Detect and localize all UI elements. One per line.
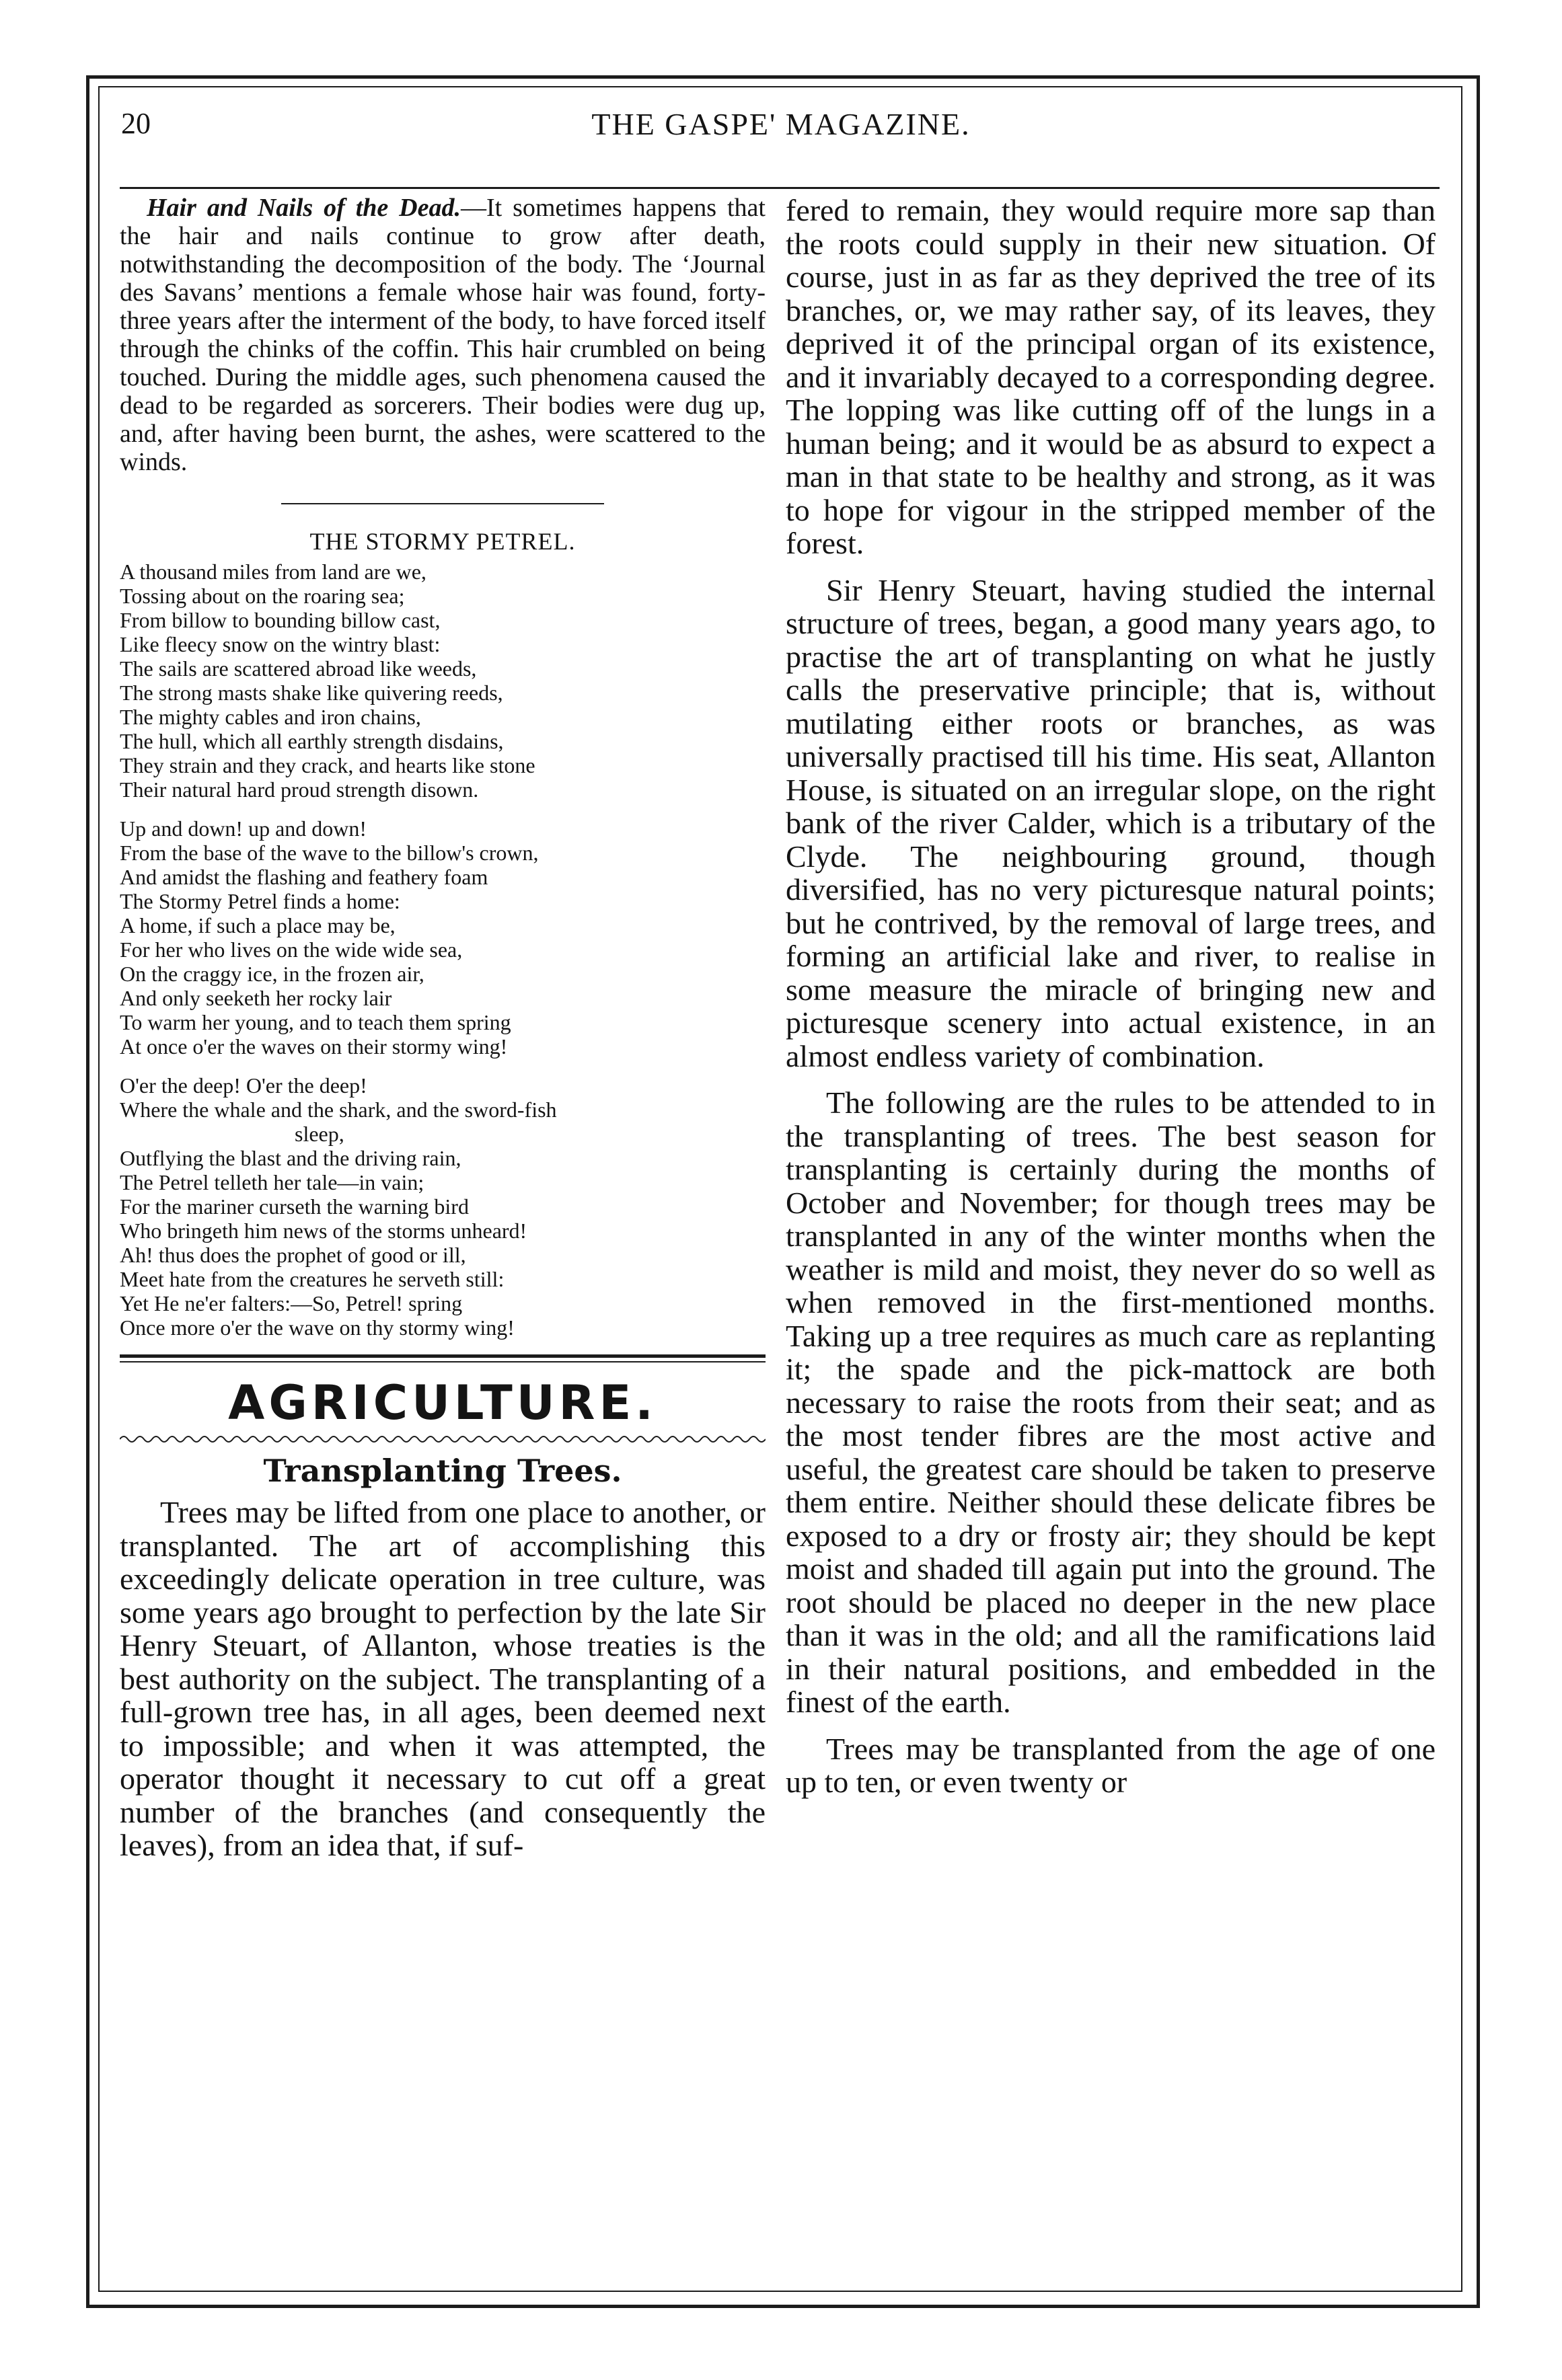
poem-line: From billow to bounding billow cast, [120, 608, 441, 632]
poem-title: THE STORMY PETREL. [309, 528, 576, 555]
article-paragraph: Sir Henry Steuart, having studied the internal structure of trees, began, a good many years ago, to practise the art of transplanting on what he justly calls the preservative principle; that is, without mutilating either roots or branches, as was universally practised till his time. His seat, Allanton House, is situated on an irregular slope, on the right bank of the river Calder, which is a tributary of the Clyde. The neighbouring ground, though diversified, has no very picturesque natural points; but he contrived, by the removal of large trees, and forming an artificial lake and river, to realise in some measure the miracle of bringing new and picturesque scenery into actual existence, in an almost endless variety of combination. [786, 572, 1436, 1073]
paragraph-gap [786, 560, 1436, 574]
wavy-ornament-rule [120, 1434, 766, 1445]
poem-line: For the mariner curseth the warning bird [120, 1194, 469, 1219]
poem-line: For her who lives on the wide wide sea, [120, 937, 463, 962]
poem-line: And amidst the flashing and feathery foam [120, 865, 488, 889]
section-heading: AGRICULTURE. [228, 1375, 657, 1430]
poem-line: To warm her young, and to teach them spring [120, 1010, 511, 1034]
poem-line: And only seeketh her rocky lair [120, 986, 392, 1010]
poem-line: Yet He ne'er falters:—So, Petrel! spring [120, 1291, 463, 1315]
poem-line: Ah! thus does the prophet of good or ill, [120, 1243, 466, 1267]
left-column [120, 194, 766, 1862]
poem-line: Meet hate from the creatures he serveth still: [120, 1267, 505, 1291]
article-title: Transplanting Trees. [263, 1453, 622, 1489]
article-paragraph: The following are the rules to be attended to in the transplanting of trees. The best season for transplanting is certainly during the months of October and November; for though trees may be transplanted in any of the winter months when the weather is mild and moist, they never do so well as when removed in the first-mentioned months. Taking up a tree requires as much care as replanting it; the spade and the pick-mattock are both necessary to raise the roots from their seat; and as the most tender fibres are the most active and useful, the greatest care should be taken to preserve them entire. Neither should these delicate fibres be exposed to a dry or frosty air; they should be kept moist and shaded till again put into the ground. The root should be placed no deeper in the new place than it was in the old; and all the ramifications laid in their natural positions, and embedded in the finest of the earth. [786, 1085, 1436, 1719]
poem-stanza-2 [120, 816, 766, 1059]
poem-line: Where the whale and the shark, and the sword-fish [120, 1098, 557, 1122]
poem-line: On the craggy ice, in the frozen air, [120, 962, 424, 986]
right-column [786, 194, 1436, 1799]
poem-line: The strong masts shake like quivering reeds, [120, 681, 503, 705]
article-paragraph: Trees may be lifted from one place to another, or transplanted. The art of accomplishing this exceedingly delicate operation in tree culture, was some years ago brought to perfection by the late Sir Henry Steuart, of Allanton, whose treaties is the best authority on the subject. The transplanting of a full-grown tree has, in all ages, been deemed next to impossible; and when it was attempted, the operator thought it necessary to cut off a great number of the branches (and consequently the leaves), from an idea that, if suf- [120, 1495, 766, 1862]
intro-lead: Hair and Nails of the Dead. [147, 194, 461, 222]
poem-line-continuation: sleep, [295, 1122, 344, 1146]
poem-line: A home, if such a place may be, [120, 913, 396, 937]
poem-stanza-1 [120, 560, 766, 802]
article-paragraph-continued: fered to remain, they would require more sap than the roots could supply in their new situation. Of course, just in as far as they deprived the tree of its branches, or, we may rather say, of its leaves, they deprived it of the principal organ of its existence, and it invariably decayed to a corresponding degree. The lopping was like cutting off of the lungs in a human being; and it would be as absurd to expect a man in that state to be healthy and strong, as it was to hope for vigour in the stripped member of the forest. [786, 193, 1436, 560]
header-rule [120, 187, 1440, 189]
poem-line: Like fleecy snow on the wintry blast: [120, 632, 441, 656]
poem-line: The hull, which all earthly strength disdains, [120, 729, 504, 753]
running-title: THE GASPE' MAGAZINE. [591, 107, 971, 141]
poem-line: At once o'er the waves on their stormy wing! [120, 1034, 508, 1059]
intro-body: —It sometimes happens that the hair and nails continue to grow after death, notwithstanding the decomposition of the body. The ‘Journal des Savans’ mentions a female whose hair was found, forty-three years after the interment of the body, to have forced itself through the chinks of the coffin. This hair crumbled on being touched. During the middle ages, such phenomena caused the dead to be regarded as sorcerers. Their bodies were dug up, and, after having been burnt, the ashes, were scattered to the winds. [120, 194, 766, 476]
article-paragraph: Trees may be transplanted from the age of one up to ten, or even twenty or [786, 1731, 1436, 1799]
poem-line: Their natural hard proud strength disown. [120, 777, 479, 802]
poem-line: O'er the deep! O'er the deep! [120, 1073, 367, 1098]
poem-line: The sails are scattered abroad like weeds, [120, 656, 477, 681]
page-number: 20 [121, 107, 151, 140]
paragraph-gap [786, 1719, 1436, 1732]
section-divider [281, 503, 604, 504]
poem-stanza-3 [120, 1073, 766, 1340]
poem-line: The mighty cables and iron chains, [120, 705, 421, 729]
section-rule [120, 1354, 766, 1362]
paragraph-gap [786, 1073, 1436, 1086]
poem-line: They strain and they crack, and hearts like stone [120, 753, 535, 777]
poem-line: A thousand miles from land are we, [120, 560, 426, 584]
intro-paragraph [120, 194, 766, 476]
poem-line: Outflying the blast and the driving rain, [120, 1146, 461, 1170]
poem-line: The Petrel telleth her tale—in vain; [120, 1170, 424, 1194]
poem-line: Who bringeth him news of the storms unheard! [120, 1219, 527, 1243]
poem-line: Up and down! up and down! [120, 816, 367, 841]
poem-line: From the base of the wave to the billow's crown, [120, 841, 539, 865]
poem-line: Once more o'er the wave on thy stormy wing! [120, 1315, 515, 1340]
poem-line: The Stormy Petrel finds a home: [120, 889, 400, 913]
poem-line: Tossing about on the roaring sea; [120, 584, 405, 608]
